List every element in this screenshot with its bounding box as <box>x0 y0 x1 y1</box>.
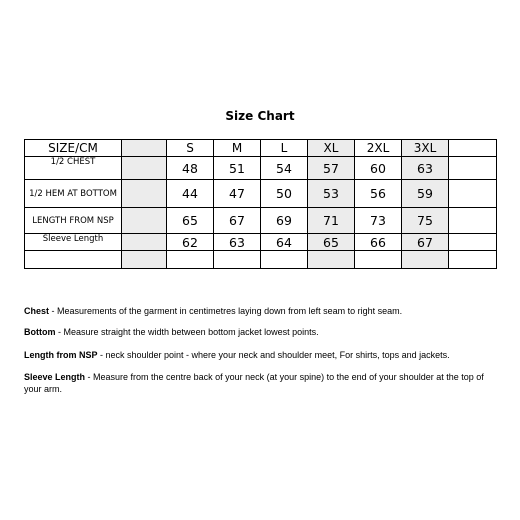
empty-cell <box>122 180 167 208</box>
empty-cell <box>122 157 167 180</box>
header-cell-l: L <box>261 140 308 157</box>
table-cell: 65 <box>308 234 355 251</box>
note-text: - neck shoulder point - where your neck and shoulder meet, For shirts, tops and jackets. <box>97 350 450 360</box>
table-cell: 63 <box>402 157 449 180</box>
table-cell: 47 <box>214 180 261 208</box>
header-cell-xl: XL <box>308 140 355 157</box>
chart-title: Size Chart <box>225 109 295 123</box>
empty-cell <box>25 251 122 269</box>
note-chest <box>24 305 496 317</box>
empty-cell <box>308 251 355 269</box>
empty-cell <box>449 251 497 269</box>
table-cell: 59 <box>402 180 449 208</box>
note-bottom <box>24 326 496 338</box>
empty-cell <box>261 251 308 269</box>
table-cell: 69 <box>261 208 308 234</box>
table-row <box>25 180 497 208</box>
empty-cell <box>449 157 497 180</box>
empty-cell <box>122 251 167 269</box>
header-cell-size-cm: SIZE/CM <box>25 140 122 157</box>
size-table <box>24 139 497 269</box>
table-cell: 71 <box>308 208 355 234</box>
table-cell: 75 <box>402 208 449 234</box>
row-label-chest: 1/2 CHEST <box>25 157 122 180</box>
table-cell: 63 <box>214 234 261 251</box>
table-cell: 66 <box>355 234 402 251</box>
table-cell: 65 <box>167 208 214 234</box>
table-cell: 67 <box>402 234 449 251</box>
empty-cell <box>449 208 497 234</box>
empty-cell <box>122 140 167 157</box>
row-label-sleeve: Sleeve Length <box>25 234 122 251</box>
table-cell: 73 <box>355 208 402 234</box>
table-cell: 50 <box>261 180 308 208</box>
header-cell-m: M <box>214 140 261 157</box>
empty-cell <box>122 208 167 234</box>
note-text: - Measure straight the width between bottom jacket lowest points. <box>55 327 319 337</box>
table-cell: 60 <box>355 157 402 180</box>
header-cell-2xl: 2XL <box>355 140 402 157</box>
row-label-hem: 1/2 HEM AT BOTTOM <box>25 180 122 208</box>
empty-cell <box>449 234 497 251</box>
table-row <box>25 157 497 180</box>
empty-cell <box>122 234 167 251</box>
header-cell-3xl: 3XL <box>402 140 449 157</box>
table-cell: 51 <box>214 157 261 180</box>
empty-cell <box>449 180 497 208</box>
table-cell: 67 <box>214 208 261 234</box>
note-term: Length from NSP <box>24 350 98 360</box>
table-cell: 48 <box>167 157 214 180</box>
note-text: - Measure from the centre back of your neck (at your spine) to the end of your shoulder at the top of your arm. <box>24 372 484 394</box>
table-header-row <box>25 140 497 157</box>
table-row <box>25 208 497 234</box>
empty-cell <box>167 251 214 269</box>
table-cell: 53 <box>308 180 355 208</box>
empty-cell <box>214 251 261 269</box>
table-row <box>25 234 497 251</box>
note-length <box>24 349 496 361</box>
table-row-empty <box>25 251 497 269</box>
note-term: Chest <box>24 306 50 316</box>
empty-cell <box>449 140 497 157</box>
table-cell: 56 <box>355 180 402 208</box>
note-text: - Measurements of the garment in centimetres laying down from left seam to right seam. <box>49 306 403 316</box>
empty-cell <box>402 251 449 269</box>
empty-cell <box>355 251 402 269</box>
note-term: Bottom <box>24 327 56 337</box>
header-cell-s: S <box>167 140 214 157</box>
row-label-length: LENGTH FROM NSP <box>25 208 122 234</box>
table-cell: 64 <box>261 234 308 251</box>
table-cell: 54 <box>261 157 308 180</box>
table-cell: 62 <box>167 234 214 251</box>
table-cell: 57 <box>308 157 355 180</box>
note-term: Sleeve Length <box>24 372 86 382</box>
note-sleeve <box>24 371 496 395</box>
table-cell: 44 <box>167 180 214 208</box>
